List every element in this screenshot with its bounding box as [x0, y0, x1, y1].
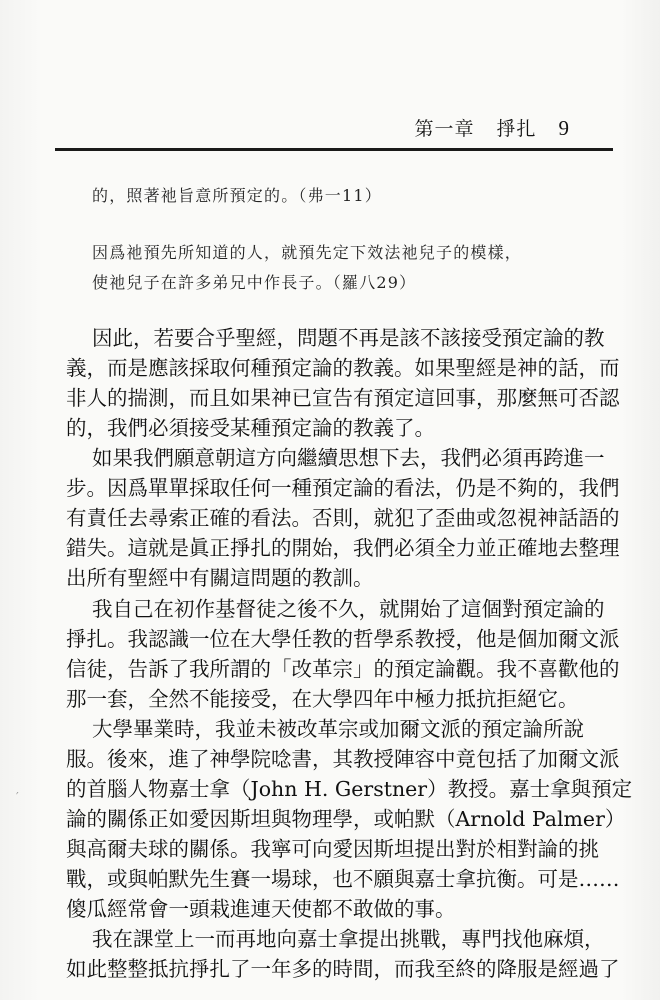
- page-number: 9: [558, 116, 570, 140]
- body-line: 如果我們願意朝這方向繼續思想下去，我們必須再跨進一: [92, 446, 605, 470]
- body-line: 因此，若要合乎聖經，問題不再是該不該接受預定論的教: [92, 326, 605, 350]
- body-line: 服。後來，進了神學院唸書，其教授陣容中竟包括了加爾文派: [66, 747, 620, 771]
- body-line: 論的關係正如愛因斯坦與物理學，或帕默（Arnold Palmer）: [66, 807, 626, 831]
- body-line: 與高爾夫球的關係。我寧可向愛因斯坦提出對於相對論的挑: [66, 837, 599, 861]
- chapter-title: 掙扎: [496, 118, 537, 140]
- quote-line: 因爲祂預先所知道的人，就預先定下效法祂兒子的模樣，: [92, 243, 523, 262]
- body-line: 有責任去尋索正確的看法。否則，就犯了歪曲或忽視神話語的: [66, 506, 620, 530]
- body-line: 信徒，告訴了我所謂的「改革宗」的預定論觀。我不喜歡他的: [66, 657, 620, 681]
- body-line: 錯失。這就是眞正掙扎的開始，我們必須全力並正確地去整理: [66, 536, 620, 560]
- quote-line: 使祂兒子在許多弟兄中作長子。（羅八29）: [92, 273, 417, 292]
- chapter-label: 第一章: [414, 118, 475, 140]
- body-line: 義，而是應該採取何種預定論的教義。如果聖經是神的話，而: [66, 356, 620, 380]
- body-line: 掙扎。我認識一位在大學任教的哲學系教授，他是個加爾文派: [66, 627, 620, 651]
- body-line: 出所有聖經中有關這問題的教訓。: [66, 566, 374, 590]
- running-header: [414, 114, 570, 141]
- body-line: 大學畢業時，我並未被改革宗或加爾文派的預定論所說: [92, 717, 584, 741]
- body-line: 我在課堂上一而再地向嘉士拿提出挑戰，專門找他麻煩，: [92, 927, 605, 951]
- body-line: 非人的揣測，而且如果神已宣告有預定這回事，那麼無可否認: [66, 386, 620, 410]
- body-line: 的首腦人物嘉士拿（John H. Gerstner）教授。嘉士拿與預定: [66, 777, 633, 801]
- body-line: 步。因爲單單採取任何一種預定論的看法，仍是不夠的，我們: [66, 476, 620, 500]
- margin-mark: ′: [16, 790, 19, 804]
- body-line: 我自己在初作基督徒之後不久，就開始了這個對預定論的: [92, 597, 605, 621]
- body-line: 傻瓜經常會一頭栽進連天使都不敢做的事。: [66, 897, 456, 921]
- body-line: 的，我們必須接受某種預定論的教義了。: [66, 416, 435, 440]
- body-line: 戰，或與帕默先生賽一場球，也不願與嘉士拿抗衡。可是……: [66, 867, 620, 891]
- body-line: 那一套，全然不能接受，在大學四年中極力抵抗拒絕它。: [66, 687, 579, 711]
- quote-line: 的，照著祂旨意所預定的。（弗一11）: [92, 186, 382, 205]
- header-rule: [55, 148, 613, 151]
- body-line: 如此整整抵抗掙扎了一年多的時間，而我至終的降服是經過了: [66, 957, 620, 981]
